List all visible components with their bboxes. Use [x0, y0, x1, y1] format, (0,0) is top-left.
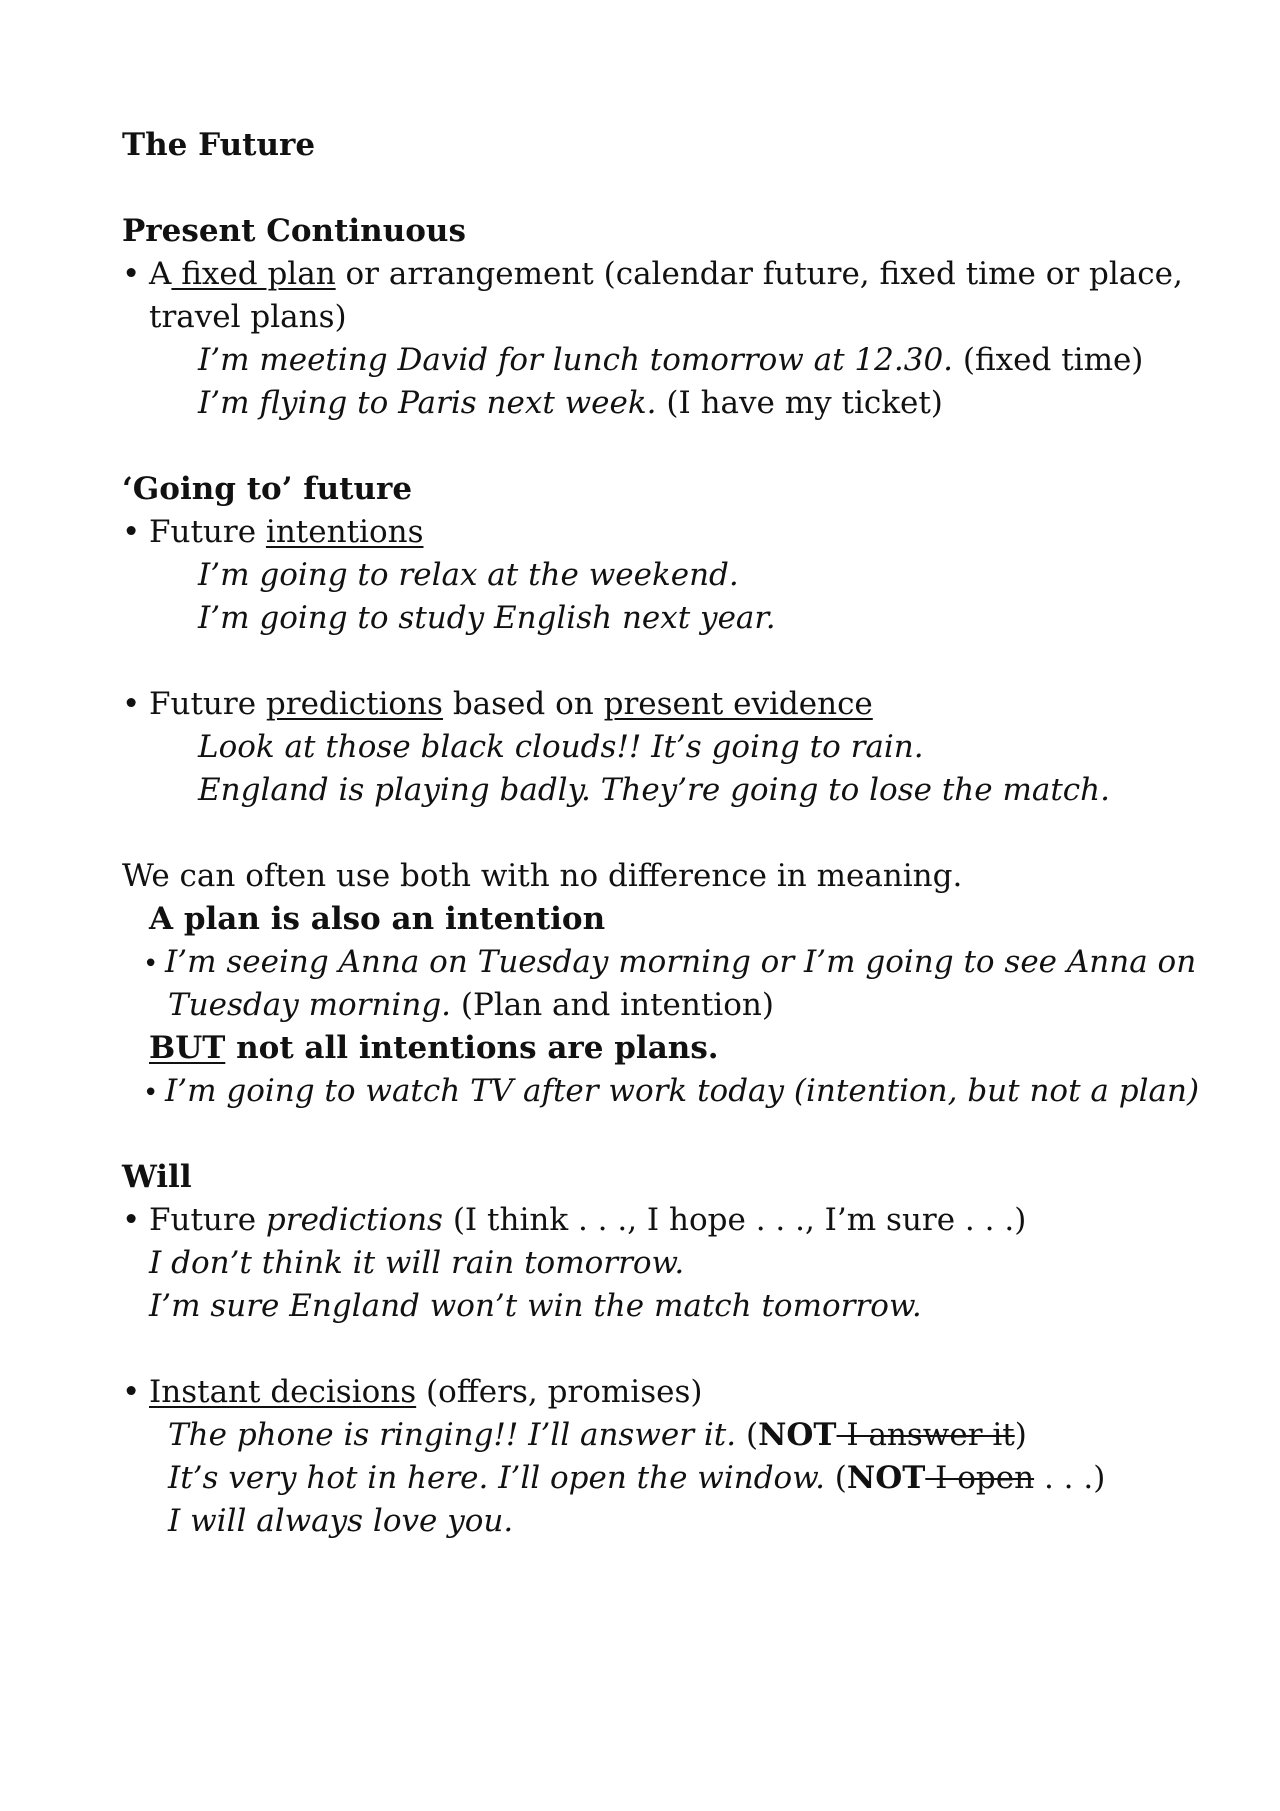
underlined-term-fixed-plan: fixed plan [171, 256, 336, 292]
page-title: The Future [122, 127, 316, 163]
present-continuous-bullet-cont: travel plans) [149, 299, 347, 335]
example-sentence [198, 339, 1143, 382]
underlined-term-present-evidence: present evidence [603, 686, 873, 722]
text: not all intentions are plans. [225, 1030, 719, 1066]
text: based on [442, 686, 604, 722]
example-sentence: I’m going to study English next year. [198, 600, 776, 636]
example-italic: I’m seeing Anna on Tuesday morning or I’m going to see Anna on [165, 944, 1197, 980]
not-label: NOT [846, 1460, 926, 1496]
example-italic: I’m meeting David for lunch tomorrow at 12.30. [198, 342, 954, 378]
example-sentence: I don’t think it will rain tomorrow. [149, 1245, 685, 1281]
present-continuous-bullet [122, 253, 1183, 296]
example-italic: The phone is ringing!! I’ll answer it. [168, 1417, 737, 1453]
bullet-marker: • [122, 514, 141, 550]
example-note: (fixed time) [953, 342, 1144, 378]
both-example-1-cont [168, 984, 774, 1027]
example-italic: It’s very hot in here. I’ll open the window. [168, 1460, 825, 1496]
italic-term-predictions: predictions [265, 1202, 443, 1238]
underlined-term-intentions: intentions [265, 514, 424, 550]
plan-heading: A plan is also an intention [149, 901, 606, 937]
example-italic: I’m going to watch TV after work today (intention, but not a plan) [165, 1073, 1200, 1109]
struck-through-text: I open [925, 1460, 1035, 1496]
example-sentence: I’m sure England won’t win the match tomorrow. [149, 1288, 922, 1324]
text: ( [736, 1417, 759, 1453]
bullet-marker: • [122, 256, 141, 292]
text: . . .) [1034, 1460, 1106, 1496]
both-example-2 [143, 1070, 1199, 1113]
will-bullet-predictions [122, 1199, 1026, 1242]
bullet-marker: • [122, 1374, 141, 1410]
example-sentence: I will always love you. [168, 1503, 514, 1539]
will-bullet-instant-decisions [122, 1371, 702, 1414]
section-heading-going-to: ‘Going to’ future [122, 471, 413, 507]
example-italic: I’m flying to Paris next week. [198, 385, 657, 421]
both-example-1 [143, 941, 1196, 984]
underlined-term-instant-decisions: Instant decisions [149, 1374, 417, 1410]
example-note: (I have my ticket) [656, 385, 943, 421]
example-sentence [168, 1457, 1105, 1500]
both-intro: We can often use both with no difference in meaning. [122, 858, 963, 894]
text: Future [149, 514, 266, 550]
text: or arrangement (calendar future, fixed time or place, [335, 256, 1183, 292]
going-to-bullet-predictions [122, 683, 873, 726]
text: ) [1014, 1417, 1027, 1453]
bullet-marker: • [122, 1202, 141, 1238]
text: (offers, promises) [416, 1374, 703, 1410]
example-note: (Plan and intention) [451, 987, 774, 1023]
but-line [149, 1027, 719, 1070]
example-italic: Tuesday morning. [168, 987, 452, 1023]
text: Future [149, 1202, 266, 1238]
section-heading-present-continuous: Present Continuous [122, 213, 466, 249]
not-label: NOT [758, 1417, 837, 1453]
example-sentence: I’m going to relax at the weekend. [198, 557, 739, 593]
example-sentence [198, 382, 943, 425]
going-to-bullet-intentions [122, 511, 423, 554]
text: ( [824, 1460, 847, 1496]
example-sentence: England is playing badly. They’re going to lose the match. [198, 772, 1110, 808]
text: A [149, 256, 172, 292]
text: Future [149, 686, 266, 722]
bullet-marker: • [122, 686, 141, 722]
example-sentence: Look at those black clouds!! It’s going to rain. [198, 729, 924, 765]
section-heading-will: Will [122, 1159, 192, 1195]
bullet-marker: • [143, 1078, 159, 1108]
underlined-term-but: BUT [149, 1030, 226, 1066]
struck-through-text: I answer it [836, 1417, 1015, 1453]
bullet-marker: • [143, 949, 159, 979]
text: (I think . . ., I hope . . ., I’m sure . . .) [442, 1202, 1027, 1238]
example-sentence [168, 1414, 1027, 1457]
underlined-term-predictions: predictions [265, 686, 443, 722]
